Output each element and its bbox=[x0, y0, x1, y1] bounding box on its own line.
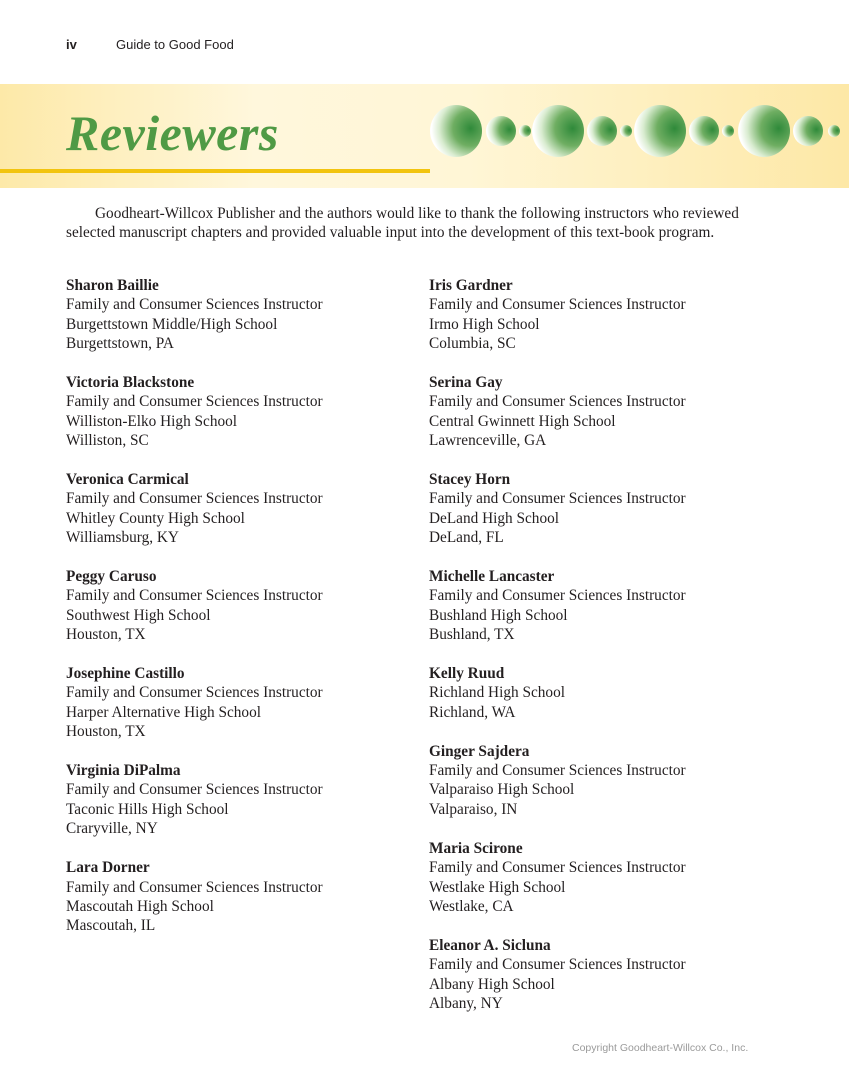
reviewer-detail-line: Richland, WA bbox=[429, 703, 516, 721]
reviewer-name: Stacey Horn bbox=[429, 471, 511, 489]
reviewer-detail-line: Family and Consumer Sciences Instructor bbox=[66, 684, 323, 702]
reviewer-detail-line: Family and Consumer Sciences Instructor bbox=[66, 490, 323, 508]
reviewer-detail-line: Houston, TX bbox=[66, 626, 146, 644]
orb-medium bbox=[793, 116, 823, 146]
reviewer-detail-line: Craryville, NY bbox=[66, 820, 158, 838]
reviewer-detail-line: Southwest High School bbox=[66, 606, 211, 624]
reviewer-detail-line: Westlake High School bbox=[429, 878, 566, 896]
reviewer-entry bbox=[429, 276, 789, 354]
reviewer-entry bbox=[66, 373, 426, 451]
orb-medium bbox=[587, 116, 617, 146]
orb-medium bbox=[689, 116, 719, 146]
reviewer-detail-line: DeLand, FL bbox=[429, 529, 504, 547]
reviewer-name: Josephine Castillo bbox=[66, 665, 185, 683]
reviewer-entry bbox=[429, 742, 789, 820]
reviewer-detail-line: Mascoutah, IL bbox=[66, 917, 156, 935]
orb-large bbox=[430, 105, 482, 157]
orb-small bbox=[519, 125, 531, 137]
page-title: Reviewers bbox=[66, 105, 279, 161]
reviewers-right-column bbox=[429, 276, 789, 1033]
reviewer-detail-line: Irmo High School bbox=[429, 315, 540, 333]
orb-small bbox=[620, 125, 632, 137]
reviewer-entry bbox=[66, 858, 426, 936]
reviewer-detail-line: Central Gwinnett High School bbox=[429, 412, 616, 430]
reviewer-detail-line: Williston, SC bbox=[66, 432, 149, 450]
reviewer-entry bbox=[429, 373, 789, 451]
orb-large bbox=[532, 105, 584, 157]
reviewer-detail-line: Family and Consumer Sciences Instructor bbox=[66, 296, 323, 314]
reviewer-detail-line: Richland High School bbox=[429, 684, 565, 702]
reviewer-detail-line: Burgettstown, PA bbox=[66, 335, 174, 353]
reviewer-name: Victoria Blackstone bbox=[66, 374, 195, 392]
reviewer-entry bbox=[66, 567, 426, 645]
reviewer-name: Eleanor A. Sicluna bbox=[429, 936, 551, 954]
reviewer-detail-line: Family and Consumer Sciences Instructor bbox=[429, 490, 686, 508]
reviewer-detail-line: Family and Consumer Sciences Instructor bbox=[66, 878, 323, 896]
reviewer-detail-line: Houston, TX bbox=[66, 723, 146, 741]
reviewer-entry bbox=[429, 664, 789, 722]
reviewer-name: Virginia DiPalma bbox=[66, 762, 181, 780]
orb-small bbox=[828, 125, 840, 137]
reviewer-name: Maria Scirone bbox=[429, 839, 523, 857]
reviewer-name: Iris Gardner bbox=[429, 277, 513, 294]
reviewer-detail-line: Family and Consumer Sciences Instructor bbox=[429, 762, 686, 780]
reviewer-detail-line: Albany High School bbox=[429, 975, 555, 993]
orb-small bbox=[722, 125, 734, 137]
reviewer-detail-line: Williamsburg, KY bbox=[66, 529, 179, 547]
orb-group-2 bbox=[532, 105, 632, 157]
reviewer-name: Peggy Caruso bbox=[66, 568, 157, 586]
reviewer-entry bbox=[66, 761, 426, 839]
reviewer-detail-line: DeLand High School bbox=[429, 509, 560, 527]
reviewer-detail-line: Family and Consumer Sciences Instructor bbox=[66, 393, 323, 411]
reviewer-detail-line: Mascoutah High School bbox=[66, 897, 214, 915]
orb-group-1 bbox=[430, 105, 531, 157]
orb-large bbox=[634, 105, 686, 157]
reviewer-detail-line: Family and Consumer Sciences Instructor bbox=[66, 781, 323, 799]
running-head bbox=[66, 37, 234, 52]
book-title: Guide to Good Food bbox=[116, 37, 234, 52]
reviewer-detail-line: Burgettstown Middle/High School bbox=[66, 315, 278, 333]
reviewer-name: Ginger Sajdera bbox=[429, 742, 530, 760]
title-underline-rule bbox=[0, 169, 430, 173]
reviewer-detail-line: Valparaiso, IN bbox=[429, 800, 518, 818]
intro-paragraph: Goodheart-Willcox Publisher and the authors would like to thank the following instructors who reviewed selected manuscript chapters and provided valuable input into the development of this text-book program. bbox=[66, 205, 739, 241]
reviewer-detail-line: Family and Consumer Sciences Instructor bbox=[66, 587, 323, 605]
orb-large bbox=[738, 105, 790, 157]
reviewer-detail-line: Albany, NY bbox=[429, 994, 503, 1012]
reviewer-detail-line: Family and Consumer Sciences Instructor bbox=[429, 859, 686, 877]
reviewer-detail-line: Valparaiso High School bbox=[429, 781, 575, 799]
reviewer-detail-line: Westlake, CA bbox=[429, 897, 514, 915]
reviewer-detail-line: Columbia, SC bbox=[429, 335, 516, 353]
reviewer-entry bbox=[429, 936, 789, 1014]
reviewer-detail-line: Bushland High School bbox=[429, 606, 568, 624]
reviewer-detail-line: Lawrenceville, GA bbox=[429, 432, 547, 450]
reviewers-left-column bbox=[66, 276, 426, 955]
orb-medium bbox=[486, 116, 516, 146]
reviewer-entry bbox=[429, 839, 789, 917]
reviewer-detail-line: Bushland, TX bbox=[429, 626, 515, 644]
reviewer-detail-line: Family and Consumer Sciences Instructor bbox=[429, 296, 686, 314]
reviewer-name: Veronica Carmical bbox=[66, 471, 189, 489]
reviewer-name: Michelle Lancaster bbox=[429, 568, 555, 586]
page-number: iv bbox=[66, 37, 77, 52]
decorative-orbs bbox=[420, 98, 849, 164]
reviewer-name: Sharon Baillie bbox=[66, 277, 159, 294]
reviewer-detail-line: Family and Consumer Sciences Instructor bbox=[429, 956, 686, 974]
reviewer-entry bbox=[429, 567, 789, 645]
reviewer-name: Kelly Ruud bbox=[429, 665, 505, 683]
reviewer-detail-line: Williston-Elko High School bbox=[66, 412, 238, 430]
reviewer-entry bbox=[429, 470, 789, 548]
reviewer-entry bbox=[66, 276, 426, 354]
reviewer-detail-line: Harper Alternative High School bbox=[66, 703, 261, 721]
reviewer-detail-line: Family and Consumer Sciences Instructor bbox=[429, 393, 686, 411]
reviewer-entry bbox=[66, 470, 426, 548]
reviewer-detail-line: Whitley County High School bbox=[66, 509, 245, 527]
reviewer-detail-line: Taconic Hills High School bbox=[66, 800, 229, 818]
reviewer-entry bbox=[66, 664, 426, 742]
reviewer-detail-line: Family and Consumer Sciences Instructor bbox=[429, 587, 686, 605]
orb-group-3 bbox=[634, 105, 734, 157]
copyright-footer: Copyright Goodheart-Willcox Co., Inc. bbox=[572, 1042, 749, 1054]
reviewer-name: Serina Gay bbox=[429, 374, 503, 392]
orb-group-4 bbox=[738, 105, 840, 157]
reviewer-name: Lara Dorner bbox=[66, 859, 150, 877]
